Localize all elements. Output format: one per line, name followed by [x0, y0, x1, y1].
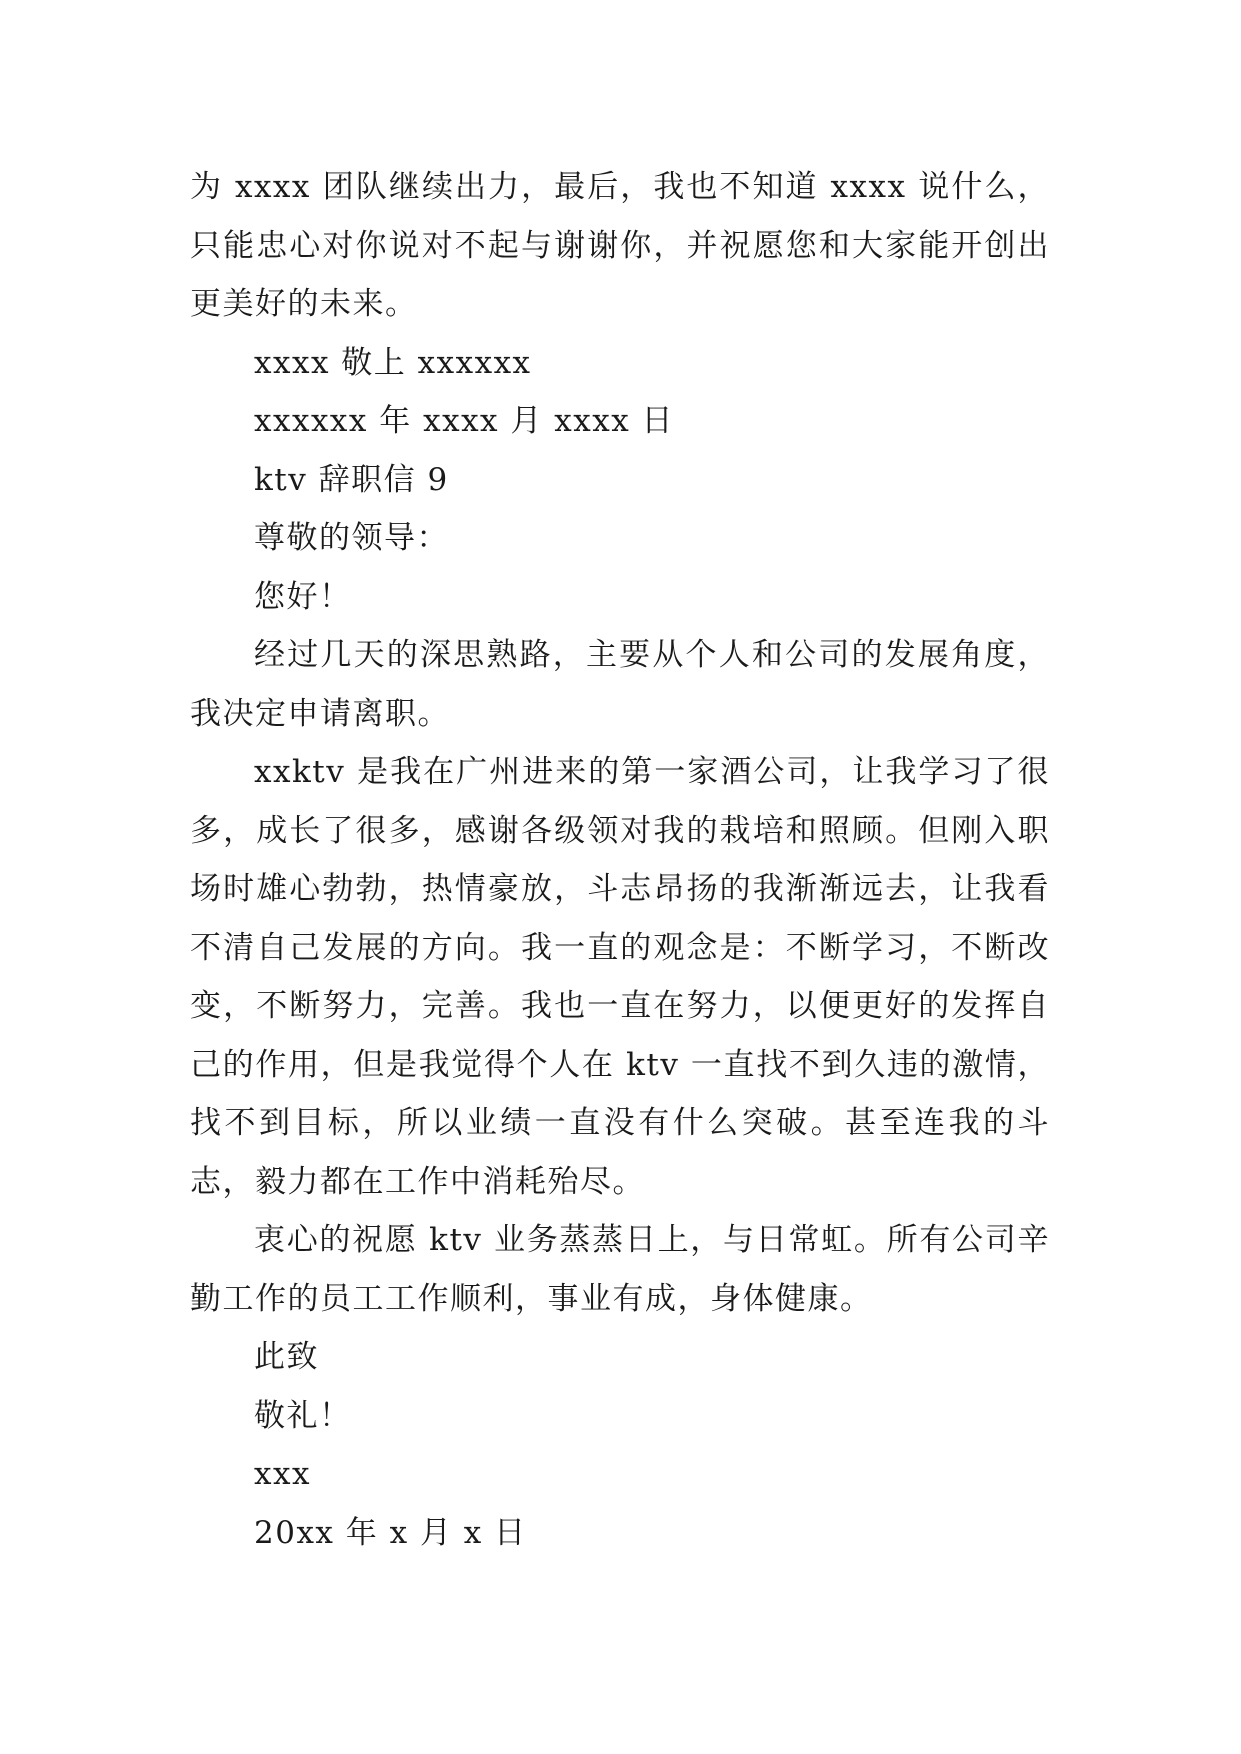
body-paragraph-reasons: xxktv 是我在广州进来的第一家酒公司，让我学习了很多，成长了很多，感谢各级领对我的栽培和照顾。但刚入职场时雄心勃勃，热情豪放，斗志昂扬的我渐渐远去，让我看不清自己发展的方向。我一直的观念是：不断学习，不断改变，不断努力，完善。我也一直在努力，以便更好的发挥自己的作用，但是我觉得个人在 ktv 一直找不到久违的激情，找不到目标，所以业绩一直没有什么突破。甚至连我的斗志，毅力都在工作中消耗殆尽。: [190, 754, 1050, 1200]
greeting: 您好！: [254, 578, 352, 615]
closing-phrase: 此致: [254, 1339, 319, 1375]
letter-title: ktv 辞职信 9: [254, 461, 449, 498]
signature-date: 20xx 年 x 月 x 日: [254, 1514, 527, 1551]
closing-paragraph: 为 xxxx 团队继续出力，最后，我也不知道 xxxx 说什么，只能忠心对你说对不起与谢谢你，并祝愿您和大家能开创出更美好的未来。: [190, 169, 1050, 322]
body-paragraph-wishes: 衷心的祝愿 ktv 业务蒸蒸日上，与日常虹。所有公司辛勤工作的员工工作顺利，事业有成，身体健康。: [190, 1222, 1050, 1317]
closing-regards: 敬礼！: [254, 1397, 352, 1434]
letter-body: [190, 158, 1050, 1562]
sender-signature: xxxx 敬上 xxxxxx: [254, 344, 532, 381]
sender-date: xxxxxx 年 xxxx 月 xxxx 日: [254, 403, 675, 439]
salutation: 尊敬的领导：: [254, 520, 449, 556]
signature-name: xxx: [254, 1456, 311, 1492]
body-paragraph-decision: 经过几天的深思熟路，主要从个人和公司的发展角度，我决定申请离职。: [190, 637, 1050, 732]
